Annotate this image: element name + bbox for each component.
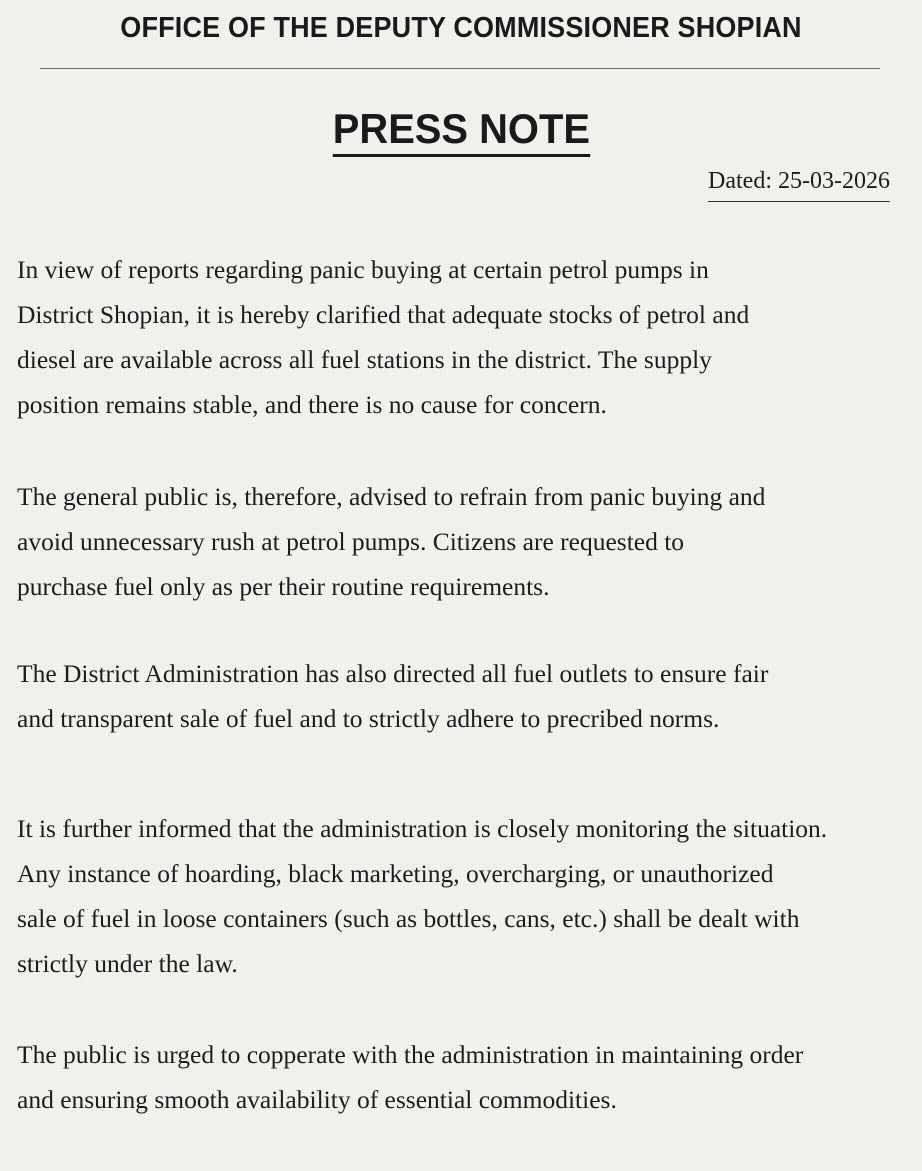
paragraph-line: The District Administration has also directed all fuel outlets to ensure fair [17,659,769,688]
header-divider [40,68,880,69]
press-note-title [0,104,922,157]
paragraph-line: The public is urged to copperate with the administration in maintaining order [17,1040,804,1069]
paragraph-outlet-directions [17,651,922,741]
paragraph-line: avoid unnecessary rush at petrol pumps. Citizens are requested to [17,527,685,556]
paragraph-line: diesel are available across all fuel stations in the district. The supply [17,345,712,374]
paragraph-line: purchase fuel only as per their routine requirements. [17,572,550,601]
date-line: Dated: 25-03-2026 [708,168,890,202]
paragraph-line: strictly under the law. [17,949,238,978]
paragraph-line: and transparent sale of fuel and to strictly adhere to precribed norms. [17,704,720,733]
paragraph-line: and ensuring smooth availability of essential commodities. [17,1085,617,1114]
paragraph-line: Any instance of hoarding, black marketing, overcharging, or unauthorized [17,859,774,888]
paragraph-public-advisory [17,474,922,609]
paragraph-line: It is further informed that the administration is closely monitoring the situation. [17,814,828,843]
paragraph-line: The general public is, therefore, advised to refrain from panic buying and [17,482,766,511]
paragraph-line: sale of fuel in loose containers (such as bottles, cans, etc.) shall be dealt with [17,904,800,933]
paragraph-monitoring-warning [17,806,922,986]
paragraph-supply-clarification [17,247,922,427]
paragraph-line: position remains stable, and there is no cause for concern. [17,390,607,419]
paragraph-cooperation-appeal [17,1032,922,1122]
paragraph-line: In view of reports regarding panic buying at certain petrol pumps in [17,255,709,284]
office-header: OFFICE OF THE DEPUTY COMMISSIONER SHOPIAN [120,12,802,44]
press-note-title-text: PRESS NOTE [332,104,589,157]
paragraph-line: District Shopian, it is hereby clarified that adequate stocks of petrol and [17,300,750,329]
